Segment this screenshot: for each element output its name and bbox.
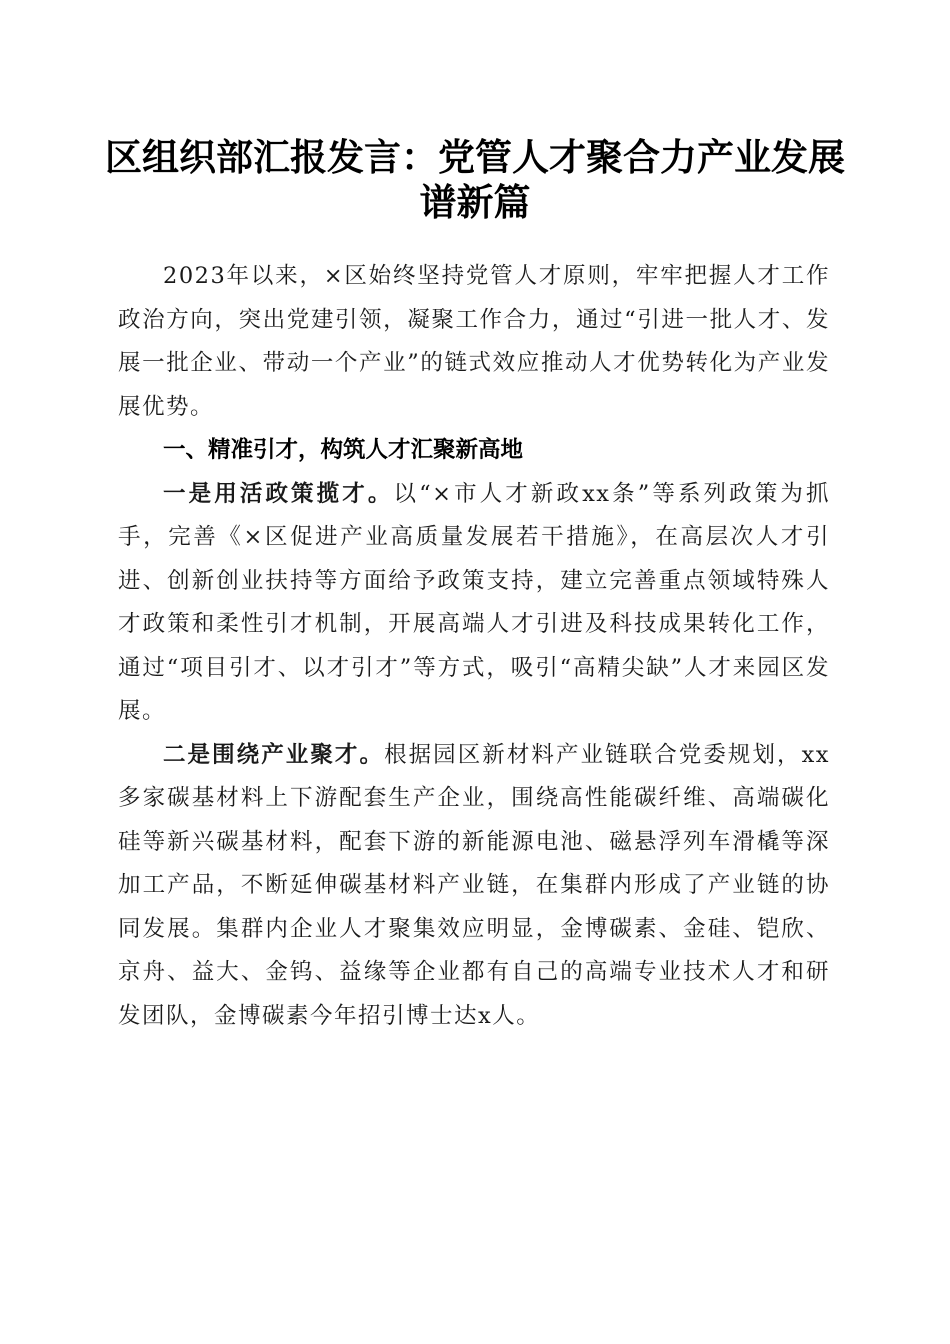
paragraph-policy [118, 473, 830, 734]
paragraph-lead: 二是围绕产业聚才。 [163, 741, 385, 768]
title-line-1: 区组织部汇报发言：党管人才聚合力产业发展 [105, 135, 845, 179]
section-heading-1: 一、精准引才，构筑人才汇聚新高地 [163, 437, 524, 463]
document-title [100, 135, 850, 225]
title-line-2: 谱新篇 [419, 180, 531, 224]
intro-paragraph: 2023年以来，×区始终坚持党管人才原则，牢牢把握人才工作政治方向，突出党建引领，凝聚工作合力，通过“引进一批人才、发展一批企业、带动一个产业”的链式效应推动人才优势转化为产业发展优势。 [118, 263, 830, 420]
paragraph-text: 根据园区新材料产业链联合党委规划，xx多家碳基材料上下游配套生产企业，围绕高性能碳纤维、高端碳化硅等新兴碳基材料，配套下游的新能源电池、磁悬浮列车滑橇等深加工产品，不断延伸碳基材料产业链，在集群内形成了产业链的协同发展。集群内企业人才聚集效应明显，金博碳素、金硅、铠欣、京舟、益大、金钨、益缘等企业都有自己的高端专业技术人才和研发团队，金博碳素今年招引博士达x人。 [118, 741, 830, 1029]
document-body [118, 255, 830, 1038]
paragraph-text: 以“×市人才新政xx条”等系列政策为抓手，完善《×区促进产业高质量发展若干措施》，在高层次人才引进、创新创业扶持等方面给予政策支持，建立完善重点领域特殊人才政策和柔性引才机制，开展高端人才引进及科技成果转化工作，通过“项目引才、以才引才”等方式，吸引“高精尖缺”人才来园区发展。 [118, 480, 830, 724]
paragraph-industry [118, 734, 830, 1039]
paragraph-lead: 一是用活政策揽才。 [163, 480, 394, 507]
